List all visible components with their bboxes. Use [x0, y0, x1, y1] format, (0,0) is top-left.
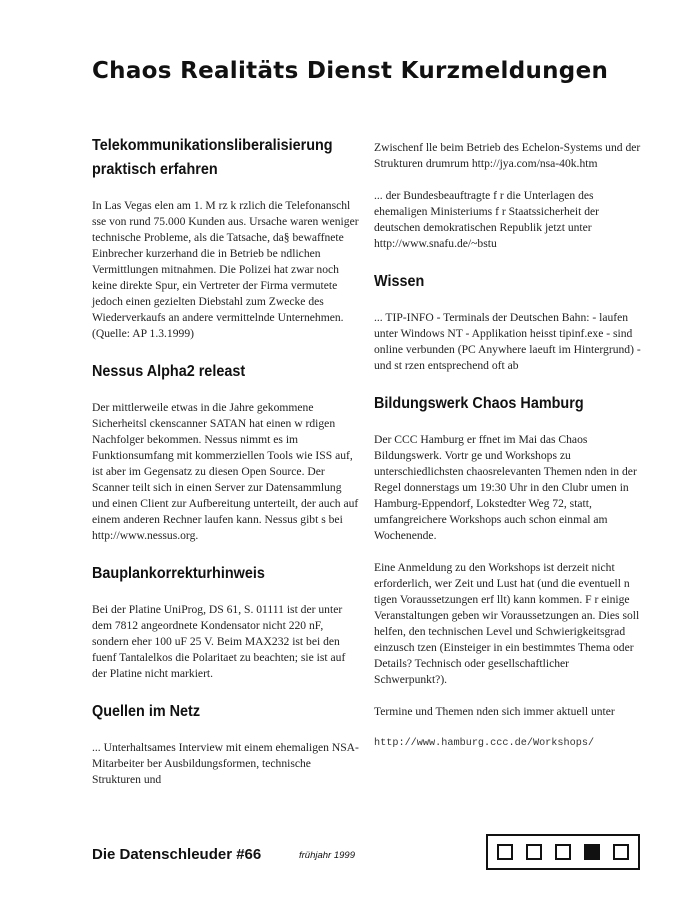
article-wissen: [374, 270, 642, 374]
article-telekommunikation: [92, 134, 360, 342]
workshops-url: http://www.hamburg.ccc.de/Workshops/: [374, 738, 595, 749]
article-paragraph: ... der Bundesbeauftragte f r die Unterlagen des ehemaligen Ministeriums f r Staatssicherheit der deutschen demokratischen Republik jetzt unter http://www.snafu.de/~bstu: [374, 189, 600, 250]
article-heading: Quellen im Netz: [92, 703, 201, 720]
article-paragraph: Bei der Platine UniProg, DS 61, S. 01111 ist der unter dem 7812 angeordnete Kondensator nicht 220 nF, sondern eher 100 uF 25 V. Beim MAX232 ist bei den fuenf Tantalelkos die Polaritaet zu beachten; sie ist auf der Platine nicht markiert.: [92, 603, 346, 680]
article-heading: Wissen: [374, 273, 425, 290]
article-heading: Bauplankorrekturhinweis: [92, 565, 265, 582]
issue-date: frühjahr 1999: [299, 850, 355, 861]
marker-box: [497, 844, 513, 860]
article-paragraph: ... TIP-INFO - Terminals der Deutschen Bahn: - laufen unter Windows NT - Applikation heisst tipinf.exe - sind online verbunden (PC Anywhere laeuft im Hintergrund) - und st rzen entsprechend oft ab: [374, 311, 641, 372]
article-paragraph: In Las Vegas elen am 1. M rz k rzlich die Telefonanschl sse von rund 75.000 Kunden aus. Ursache waren weniger technische Probleme, als die Tatsache, da§ bewaffnete Einbrecher kurzerhand die in Betrieb be ndlichen Vermittlungen mitnahmen. Die Polizei hat zwar noch keine direkte Spur, ein Vertreter der Firma vermutete jedoch einen gezielten Diebstahl zum Zwecke des Wiederverkaufs an andere vermittelnde Unternehmen. (Quelle: AP 1.3.1999): [92, 199, 359, 340]
article-paragraph: Termine und Themen nden sich immer aktuell unter: [374, 705, 615, 718]
article-quellen-continued: [374, 140, 642, 252]
article-paragraph: Der CCC Hamburg er ffnet im Mai das Chaos Bildungswerk. Vortr ge und Workshops zu unterschiedlichsten chaosrelevanten Themen nden in der Regel donnerstags um 19:30 Uhr in den Clubr umen in Hamburg-Eppendorf, Lokstedter Weg 72, statt, umfangreichere Workshops auch schon einmal am Wochenende.: [374, 433, 637, 542]
page-title: Chaos Realitäts Dienst Kurzmeldungen: [92, 58, 609, 84]
article-paragraph: ... Unterhaltsames Interview mit einem ehemaligen NSA-Mitarbeiter ber Ausbildungsformen, technische Strukturen und: [92, 741, 359, 786]
marker-box: [526, 844, 542, 860]
article-paragraph: Zwischenf lle beim Betrieb des Echelon-Systems und der Strukturen drumrum http://jya.com/nsa-40k.htm: [374, 141, 641, 170]
article-bildungswerk: [374, 392, 642, 752]
article-heading: Bildungswerk Chaos Hamburg: [374, 395, 584, 412]
publication-name: Die Datenschleuder #66: [92, 846, 262, 863]
article-paragraph: Der mittlerweile etwas in die Jahre gekommene Sicherheitsl ckenscanner SATAN hat einen w rdigen Nachfolger bekommen. Nessus nimmt es im Funktionsumfang mit kommerziellen Tools wie ISS auf, ist aber im Gegensatz zu diesen Open Source. Der Scanner teilt sich in einen Server zur Datensammlung und einen Client zur Aufbereitung unterteilt, der auch auf einem anderen Rechner laufen kann. Nessus gibt s bei http://www.nessus.org.: [92, 401, 359, 542]
article-bauplankorrektur: [92, 562, 360, 682]
article-nessus: [92, 360, 360, 544]
article-heading: Nessus Alpha2 releast: [92, 363, 246, 380]
right-column: [374, 140, 642, 770]
marker-box: [584, 844, 600, 860]
marker-box: [555, 844, 571, 860]
article-paragraph: Eine Anmeldung zu den Workshops ist derzeit nicht erforderlich, wer Zeit und Lust hat (und die eventuell n tigen Voraussetzungen erf llt) kann kommen. F r einige Veranstaltungen geben wir Voraussetzungen an. Dies soll helfen, den technischen Level und Schwierigkeitsgrad einzusch tzen (Einsteiger in ein bestimmtes Thema oder Details? Technisch oder gesellschaftlicher Schwerpunkt?).: [374, 561, 640, 686]
article-quellen: [92, 700, 360, 788]
heading-line: praktisch erfahren: [92, 161, 218, 178]
article-heading: [92, 134, 333, 182]
heading-line: Telekommunikationsliberalisierung: [92, 137, 333, 154]
marker-box: [613, 844, 629, 860]
page-marker-boxes: [486, 834, 640, 870]
left-column: [92, 134, 360, 806]
